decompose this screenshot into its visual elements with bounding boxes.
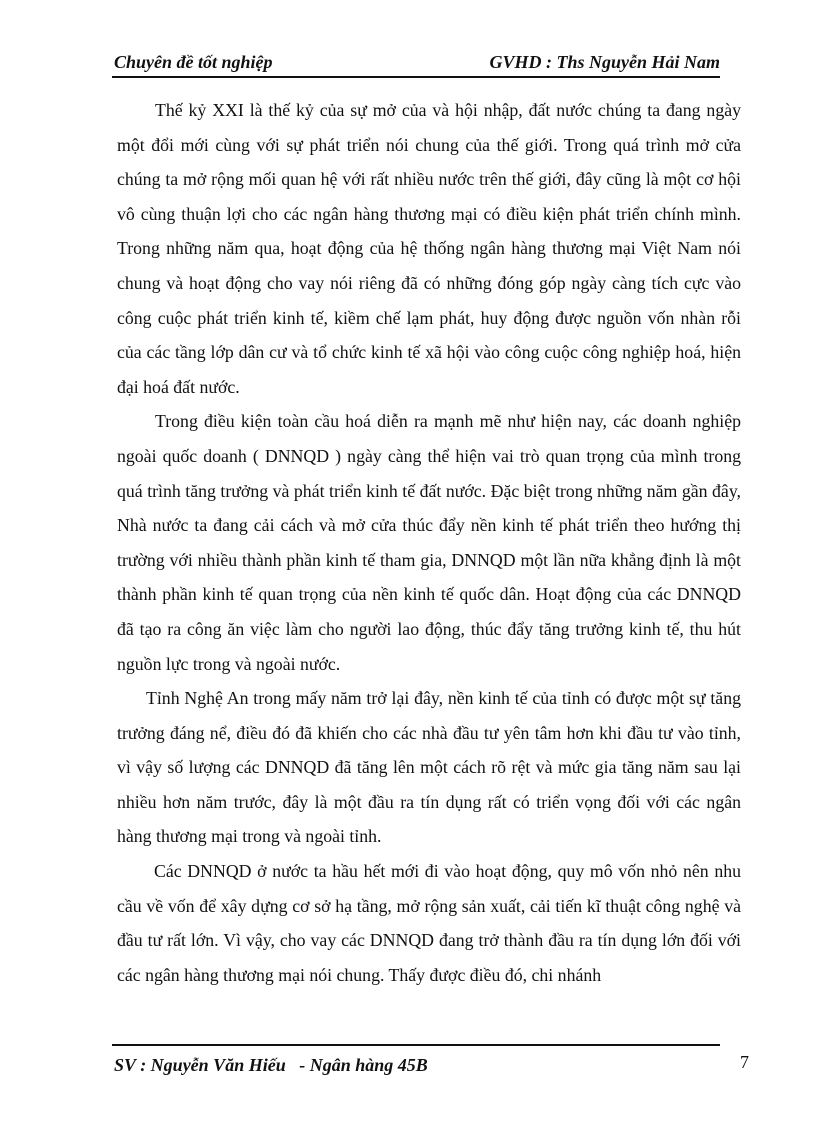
paragraph-2: Trong điều kiện toàn cầu hoá diễn ra mạnh mẽ như hiện nay, các doanh nghiệp ngoài quốc doanh ( DNNQD ) ngày càng thể hiện vai trò quan trọng của mình trong quá trình tăng trưởng và phát triển kinh tế đất nước. Đặc biệt trong những năm gần đây, Nhà nước ta đang cải cách và mở cửa thúc đẩy nền kinh tế phát triển theo hướng thị trường với nhiều thành phần kinh tế tham gia, DNNQD một lần nữa khẳng định là một thành phần kinh tế quan trọng của nền kinh tế quốc dân. Hoạt động của các DNNQD đã tạo ra công ăn việc làm cho người lao động, thúc đẩy tăng trưởng kinh tế, thu hút nguồn lực trong và ngoài nước. <box>117 411 741 674</box>
header-rule <box>112 76 720 78</box>
header-supervisor: GVHD : Ths Nguyễn Hải Nam <box>489 52 720 72</box>
page-header <box>112 50 720 80</box>
paragraph-4: Các DNNQD ở nước ta hầu hết mới đi vào hoạt động, quy mô vốn nhỏ nên nhu cầu về vốn để xây dựng cơ sở hạ tầng, mở rộng sản xuất, cải tiến kĩ thuật công nghệ và đầu tư rất lớn. Vì vậy, cho vay các DNNQD đang trở thành đầu ra tín dụng lớn đối với các ngân hàng thương mại nói chung. Thấy được điều đó, chi nhánh <box>117 861 741 985</box>
paragraph-1: Thế kỷ XXI là thế kỷ của sự mở của và hội nhập, đất nước chúng ta đang ngày một đổi mới cùng với sự phát triển nói chung của thế giới. Trong quá trình mở cửa chúng ta mở rộng mối quan hệ với rất nhiều nước trên thế giới, đây cũng là một cơ hội vô cùng thuận lợi cho các ngân hàng thương mại có điều kiện phát triển chính mình. Trong những năm qua, hoạt động của hệ thống ngân hàng thương mại Việt Nam nói chung và hoạt động cho vay nói riêng đã có những đóng góp ngày càng tích cực vào công cuộc phát triển kinh tế, kiềm chế lạm phát, huy động được nguồn vốn nhàn rỗi của các tầng lớp dân cư và tổ chức kinh tế xã hội vào công cuộc công nghiệp hoá, hiện đại hoá đất nước. <box>117 100 741 397</box>
document-body <box>117 93 741 992</box>
page-number: 7 <box>740 1052 749 1072</box>
paragraph-3: Tỉnh Nghệ An trong mấy năm trở lại đây, nền kinh tế của tỉnh có được một sự tăng trưởng đáng nể, điều đó đã khiến cho các nhà đầu tư yên tâm hơn khi đầu tư vào tỉnh, vì vậy số lượng các DNNQD đã tăng lên một cách rõ rệt và mức gia tăng năm sau lại nhiều hơn năm trước, đây là một đầu ra tín dụng rất có triển vọng đối với các ngân hàng thương mại trong và ngoài tỉnh. <box>117 688 741 847</box>
header-document-title: Chuyên đề tốt nghiệp <box>114 52 273 72</box>
page-footer <box>112 1044 720 1084</box>
footer-rule <box>112 1044 720 1046</box>
footer-student-info: SV : Nguyễn Văn Hiếu - Ngân hàng 45B <box>114 1055 428 1075</box>
